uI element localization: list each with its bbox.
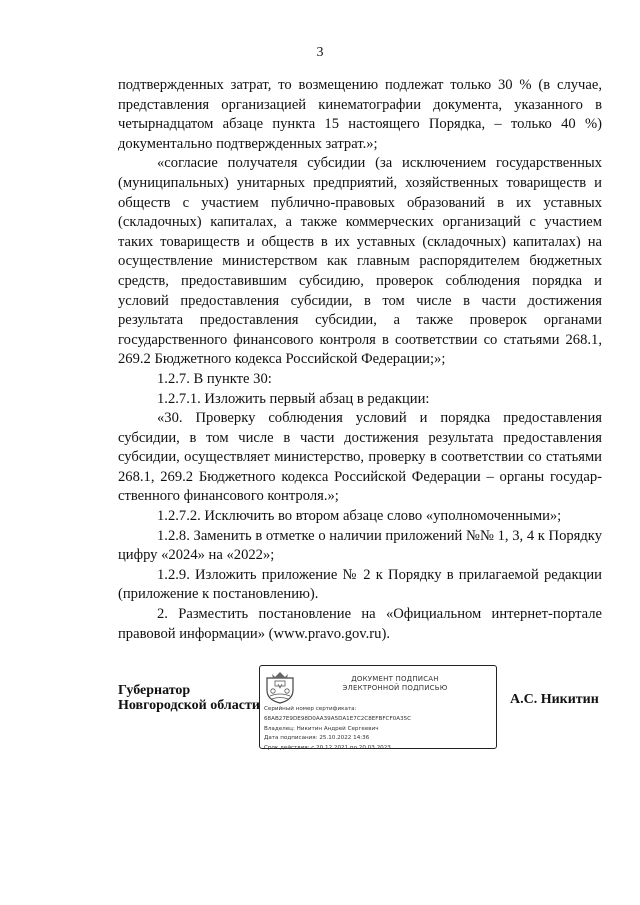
paragraph-4: 1.2.7.1. Изложить первый абзац в редакции: <box>157 390 430 407</box>
electronic-signature-stamp <box>259 665 497 752</box>
stamp-certificate-label: Серийный номер сертификата: <box>264 706 357 712</box>
paragraph-9: 2. Разместить постановление на «Официальном интернет-портале правовой информации» (www.pravo.gov.ru). <box>118 606 602 642</box>
paragraph-6: 1.2.7.2. Исключить во втором абзаце слово «уполномоченными»; <box>157 508 562 525</box>
stamp-sign-date: Дата подписания: 25.10.2022 14:36 <box>264 735 370 742</box>
page-number: 3 <box>316 45 324 60</box>
novgorod-coat-of-arms-icon <box>264 670 296 704</box>
paragraph-2: «согласие получателя субсидии (за исключением государственных (муниципальных) унитарных предприятий, хозяйственных товариществ и обществ с участием публично-правовых образований в их уставных (складочных) капиталах, а также коммерческих организаций с участием таких товариществ и обществ в их уставных (складочных) капиталах) на осуществление министерством как главным распорядителем бюджетных средств, предоставившим субсидию, проверок соблюдения порядка и условий предоставления субсидии, в том числе в части достижения результата предоставления субсидии, а также проверок органами государственного финансового контроля в соответствии со статьями 268.1, 269.2 Бюджетного кодекса Российской Федерации;»; <box>118 155 602 368</box>
paragraph-7: 1.2.8. Заменить в отметке о наличии приложений №№ 1, 3, 4 к Порядку цифру «2024» на «2022»; <box>118 527 602 564</box>
stamp-validity: Срок действия: с 20.12.2021 по 20.03.2023 <box>264 745 391 752</box>
stamp-header-line1: ДОКУМЕНТ ПОДПИСАН <box>351 675 439 683</box>
stamp-details <box>264 705 494 754</box>
signer-position <box>118 683 260 713</box>
stamp-owner: Владелец: Никитин Андрей Сергеевич <box>264 725 379 732</box>
signature-block <box>0 663 640 763</box>
stamp-header <box>300 675 490 693</box>
paragraph-1: подтвержденных затрат, то возмещению подлежат только 30 % (в случае, представления организацией кинематографии документа, указанного в четырнадцатом абзаце пункта 15 настоящего Порядка, – только 40 %) документально подтвержденных затрат.»; <box>118 77 602 152</box>
document-body <box>118 76 602 644</box>
signer-position-line2: Новгородской области <box>118 698 260 713</box>
paragraph-3: 1.2.7. В пункте 30: <box>157 370 272 387</box>
paragraph-5: «30. Проверку соблюдения условий и порядка предоставления субсидии, в том числе в части достижения результата предоставления субсидии, осуществляет министерство, проверку в соответствии со статьями 268.1, 269.2 Бюджетного кодекса Российской Федерации – органы государственного финансового контроля.»; <box>118 410 602 505</box>
signer-name: А.С. Никитин <box>510 692 599 707</box>
signer-position-line1: Губернатор <box>118 683 191 698</box>
stamp-header-line2: ЭЛЕКТРОННОЙ ПОДПИСЬЮ <box>342 684 448 692</box>
stamp-certificate-number: 68AB27E9DE98D0AA39A5DA1E7C2C8EFBFCF0A35C <box>264 715 412 722</box>
paragraph-8: 1.2.9. Изложить приложение № 2 к Порядку в прилагаемой редакции (приложение к постановлению). <box>118 566 602 603</box>
